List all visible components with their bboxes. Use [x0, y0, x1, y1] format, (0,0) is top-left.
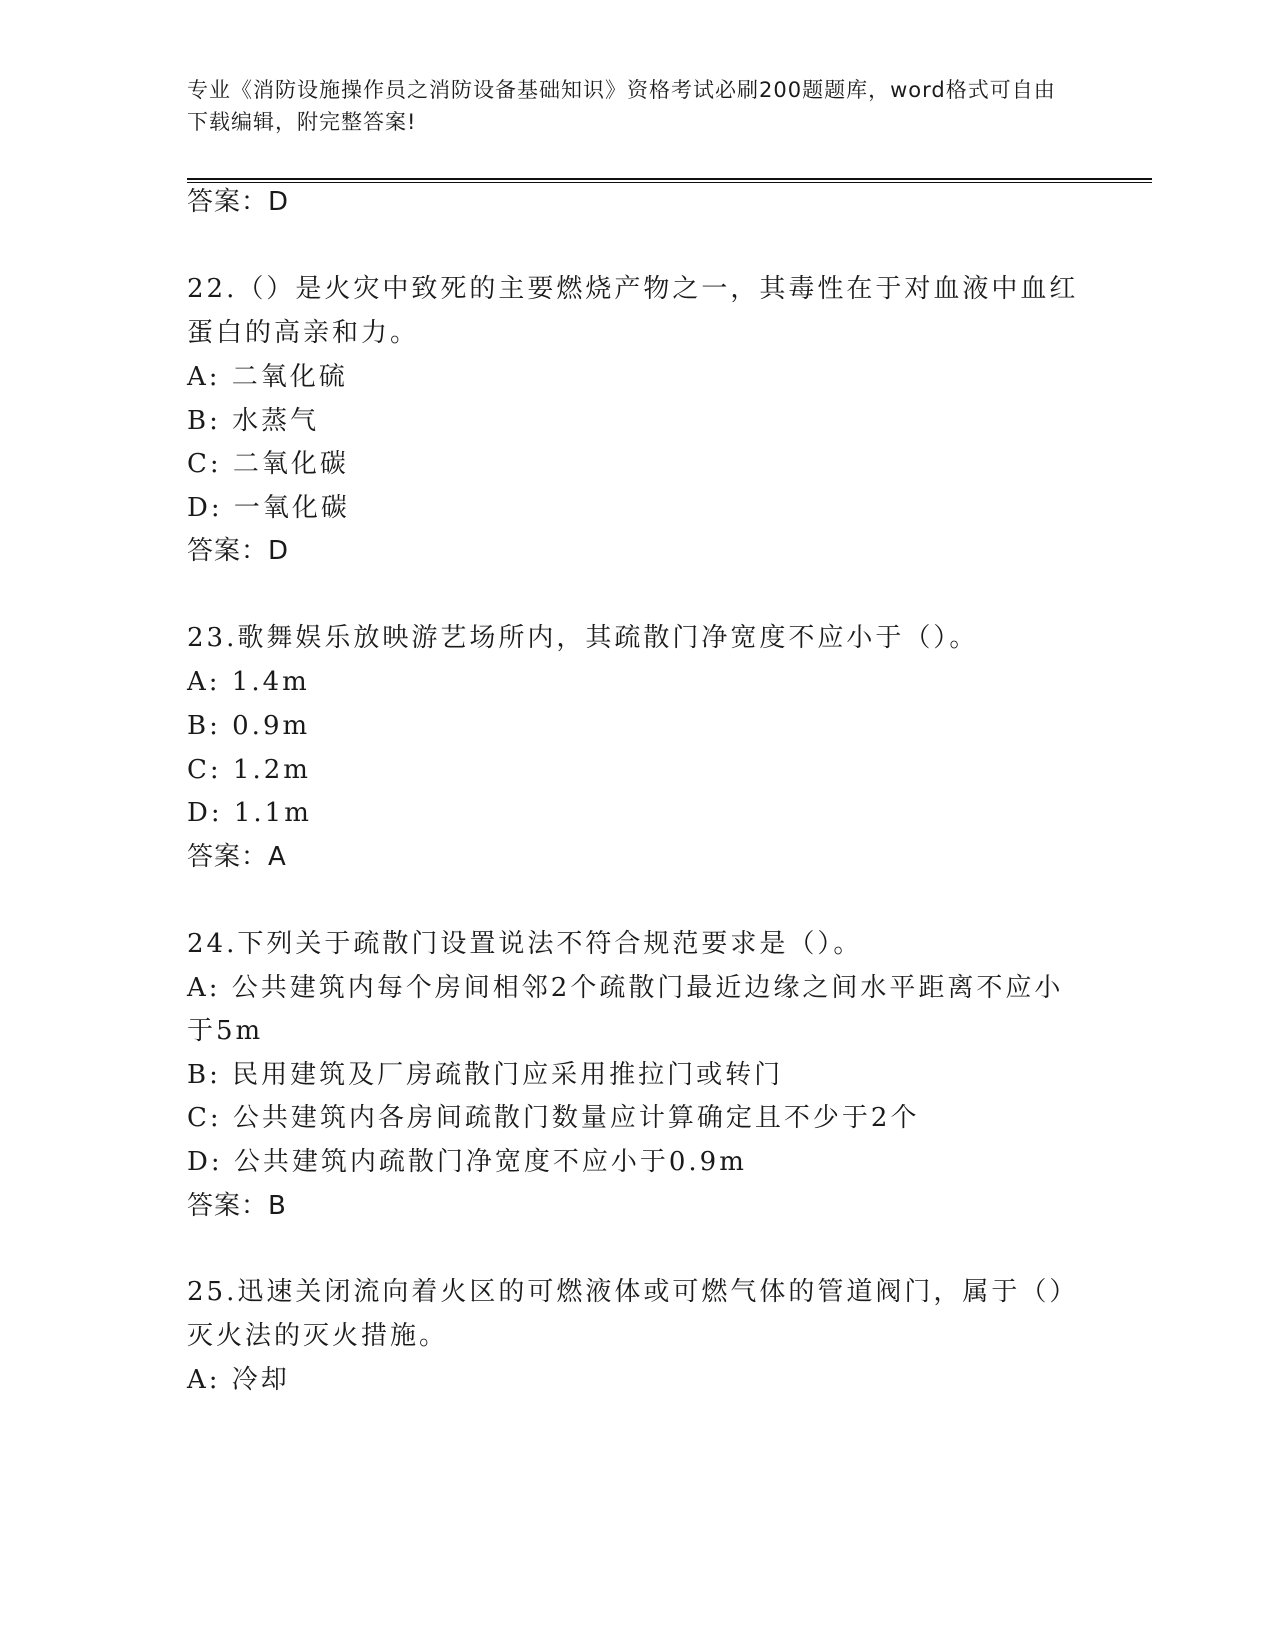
answer-line: 答案：B — [187, 1191, 287, 1221]
header-divider — [187, 178, 1152, 183]
question-stem: 蛋白的高亲和力。 — [187, 318, 420, 348]
option-c: C: 公共建筑内各房间疏散门数量应计算确定且不少于2个 — [187, 1103, 920, 1133]
option-b: B: 水蒸气 — [187, 406, 320, 436]
option-a-continued: 于5m — [187, 1016, 264, 1046]
answer-line: 答案：D — [187, 187, 290, 217]
question-stem: 25.迅速关闭流向着火区的可燃液体或可燃气体的管道阀门，属于（） — [187, 1277, 1079, 1307]
question-stem: 22.（）是火灾中致死的主要燃烧产物之一，其毒性在于对血液中血红 — [187, 274, 1079, 304]
option-a: A: 冷却 — [187, 1365, 290, 1395]
option-a: A: 二氧化硫 — [187, 362, 348, 392]
option-b: B: 0.9m — [187, 711, 311, 741]
option-d: D: 公共建筑内疏散门净宽度不应小于0.9m — [187, 1147, 747, 1177]
option-d: D: 1.1m — [187, 798, 312, 828]
question-stem: 24.下列关于疏散门设置说法不符合规范要求是（）。 — [187, 929, 863, 959]
document-header: 专业《消防设施操作员之消防设备基础知识》资格考试必刷200题题库，word格式可自由下载编辑，附完整答案! — [187, 78, 1056, 134]
option-c: C: 1.2m — [187, 755, 311, 785]
option-a: A: 1.4m — [187, 667, 310, 697]
option-d: D: 一氧化碳 — [187, 493, 350, 523]
answer-line: 答案：D — [187, 536, 290, 566]
question-stem: 23.歌舞娱乐放映游艺场所内，其疏散门净宽度不应小于（）。 — [187, 623, 979, 653]
question-stem: 灭火法的灭火措施。 — [187, 1321, 449, 1351]
option-b: B: 民用建筑及厂房疏散门应采用推拉门或转门 — [187, 1060, 784, 1090]
answer-line: 答案：A — [187, 842, 287, 872]
option-a: A: 公共建筑内每个房间相邻2个疏散门最近边缘之间水平距离不应小 — [187, 973, 1064, 1003]
option-c: C: 二氧化碳 — [187, 449, 349, 479]
